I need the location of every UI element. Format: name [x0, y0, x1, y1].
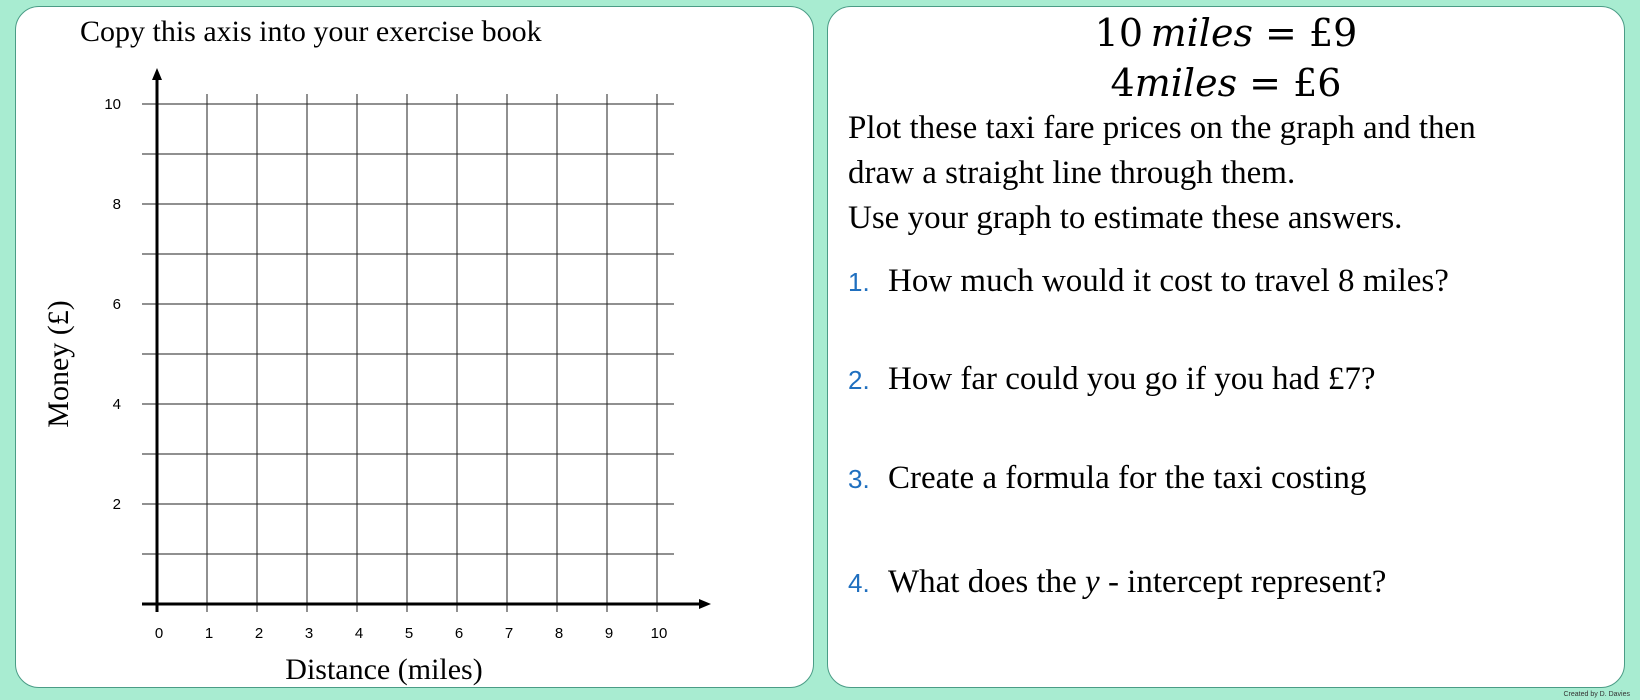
- question-4-variable: y: [1085, 564, 1100, 600]
- question-2-text: How far could you go if you had £7?: [888, 361, 1376, 397]
- question-1: [848, 263, 1449, 300]
- credit-text: Created by D. Davies: [1563, 691, 1630, 698]
- equation-2-number: 4: [1110, 61, 1135, 105]
- instruction-line-2: draw a straight line through them.: [848, 155, 1296, 191]
- question-3-number: 3.: [848, 464, 870, 494]
- x-tick-label: 9: [604, 625, 614, 642]
- equation-2-price: £6: [1293, 61, 1342, 105]
- x-tick-label: 5: [404, 625, 414, 642]
- left-panel: [15, 6, 814, 688]
- x-tick-label: 0: [154, 625, 164, 642]
- question-4-text-end: - intercept represent?: [1099, 564, 1387, 600]
- question-4-number: 4.: [848, 568, 870, 598]
- question-4: [848, 564, 1386, 601]
- x-tick-label: 7: [504, 625, 514, 642]
- question-2: [848, 361, 1376, 398]
- x-tick-label: 4: [354, 625, 364, 642]
- x-tick-label: 3: [304, 625, 314, 642]
- instruction-line-1: Plot these taxi fare prices on the graph and then: [848, 110, 1476, 146]
- blank-graph-axis: [16, 7, 815, 689]
- x-tick-label: 1: [204, 625, 214, 642]
- question-1-text: How much would it cost to travel 8 miles?: [888, 263, 1449, 299]
- x-tick-label: 2: [254, 625, 264, 642]
- y-axis-arrow: [152, 68, 162, 80]
- question-3: [848, 460, 1366, 497]
- equation-2: 4miles = £6: [1110, 61, 1342, 105]
- right-panel: [827, 6, 1625, 688]
- equation-1-price: £9: [1308, 11, 1358, 55]
- equation-1-unit: miles: [1150, 11, 1253, 55]
- y-tick-label: 2: [112, 496, 121, 513]
- y-axis-label: Money (£): [42, 300, 75, 428]
- question-4-text-start: What does the: [888, 564, 1086, 600]
- x-axis-arrow: [699, 599, 711, 609]
- question-2-number: 2.: [848, 365, 870, 395]
- question-1-number: 1.: [848, 267, 870, 297]
- y-tick-label: 6: [112, 296, 121, 313]
- equation-2-unit: miles: [1134, 61, 1238, 105]
- y-tick-label: 8: [112, 196, 121, 213]
- x-tick-label: 10: [650, 625, 668, 642]
- equation-1: 10 miles = £9: [1094, 11, 1358, 55]
- equation-1-number: 10: [1094, 11, 1144, 55]
- y-tick-label: 4: [112, 396, 121, 413]
- x-axis-label: Distance (miles): [285, 653, 483, 686]
- instruction-line-3: Use your graph to estimate these answers.: [848, 200, 1403, 236]
- instruction-title: Copy this axis into your exercise book: [80, 15, 542, 48]
- x-tick-label: 8: [554, 625, 564, 642]
- x-tick-label: 6: [454, 625, 464, 642]
- question-3-text: Create a formula for the taxi costing: [888, 460, 1367, 496]
- y-tick-label: 10: [104, 96, 121, 113]
